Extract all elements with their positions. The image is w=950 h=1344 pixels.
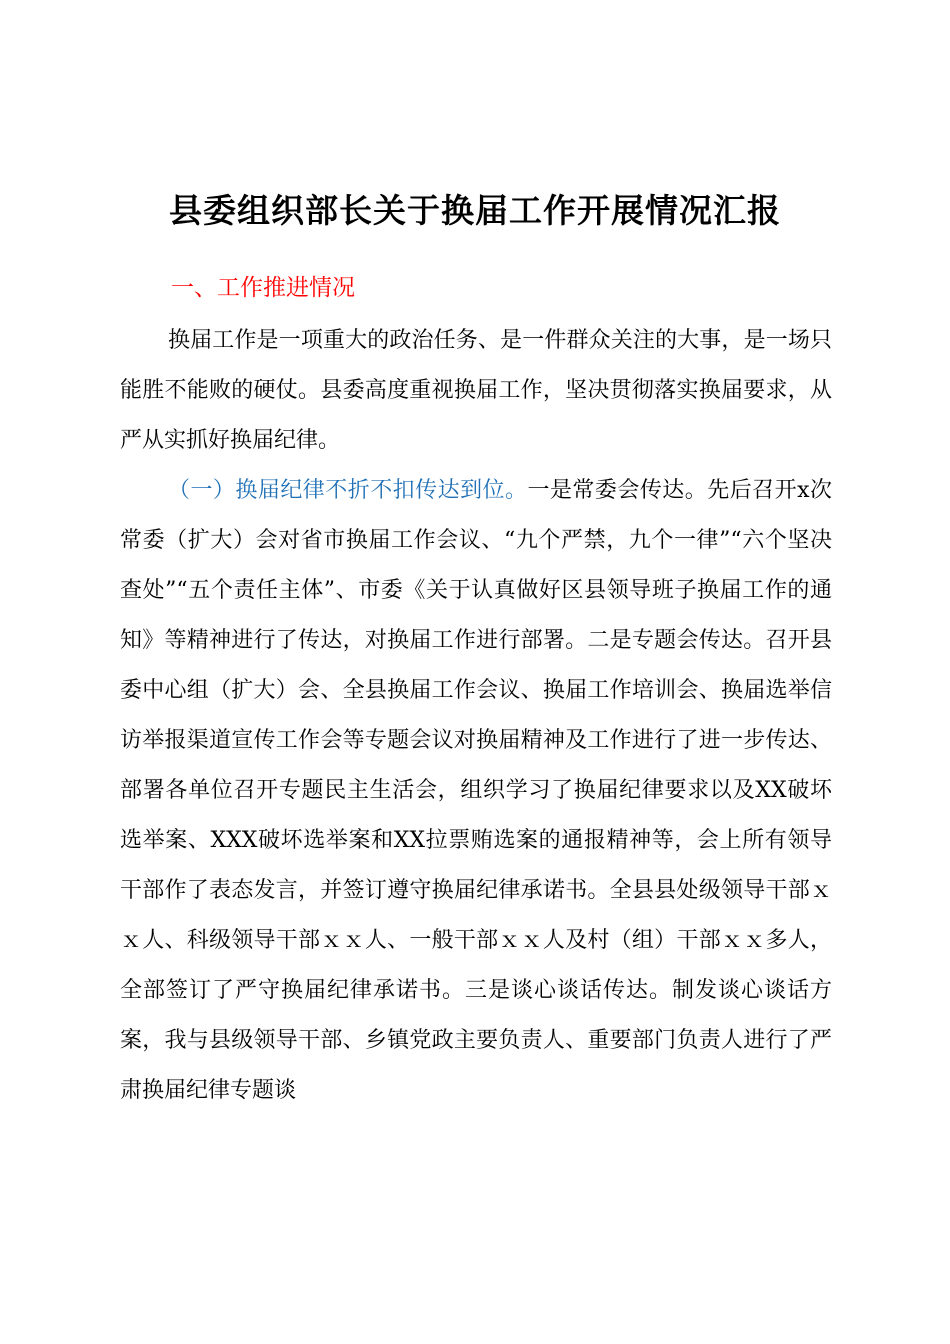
- paragraph-intro: 换届工作是一项重大的政治任务、是一件群众关注的大事，是一场只能胜不能败的硬仗。县委高度重视换届工作，坚决贯彻落实换届要求，从严从实抓好换届纪律。: [120, 328, 832, 453]
- document-title: 县委组织部长关于换届工作开展情况汇报: [169, 191, 781, 230]
- paragraph-discipline-body: 一是常委会传达。先后召开x次常委（扩大）会对省市换届工作会议、“九个严禁，九个一律”“六个坚决查处”“五个责任主体”、市委《关于认真做好区县领导班子换届工作的通知》等精神进行了传达，对换届工作进行部署。二是专题会传达。召开县委中心组（扩大）会、全县换届工作会议、换届工作培训会、换届选举信访举报渠道宣传工作会等专题会议对换届精神及工作进行了进一步传达、部署各单位召开专题民主生活会，组织学习了换届纪律要求以及XX破坏选举案、XXX破坏选举案和XX拉票贿选案的通报精神等，会上所有领导干部作了表态发言，并签订遵守换届纪律承诺书。全县县处级领导干部ｘｘ人、科级领导干部ｘｘ人、一般干部ｘｘ人及村（组）干部ｘｘ多人，全部签订了严守换届纪律承诺书。三是谈心谈话传达。制发谈心谈话方案，我与县级领导干部、乡镇党政主要负责人、重要部门负责人进行了严肃换届纪律专题谈: [120, 478, 832, 1103]
- subsection-heading: （一）换届纪律不折不扣传达到位。: [168, 478, 528, 503]
- paragraph-discipline: [120, 466, 832, 1116]
- section-heading: 一、工作推进情况: [171, 275, 355, 301]
